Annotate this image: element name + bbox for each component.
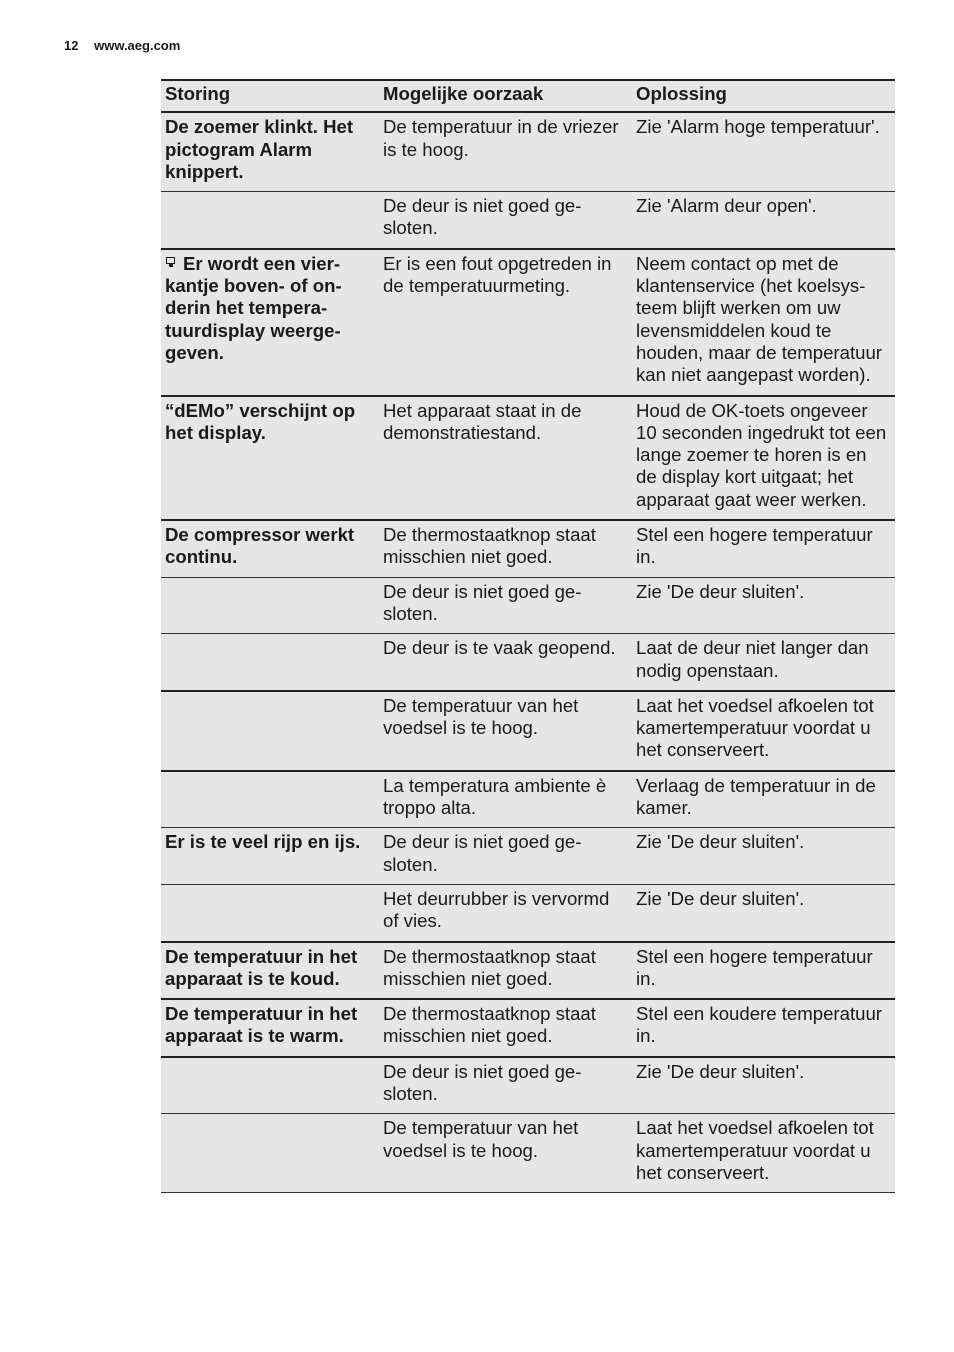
table-row [161,249,895,396]
storing-cell: De compressor werkt continu. [161,520,379,577]
solution-cell: Laat de deur niet langer dan nodig openstaan. [632,634,895,691]
cause-cell: De deur is te vaak geopend. [379,634,632,691]
column-header-solution: Oplossing [632,80,895,112]
storing-cell [161,192,379,249]
cause-cell: De deur is niet goed gesloten. [379,577,632,634]
column-header-storing: Storing [161,80,379,112]
table-row [161,192,895,249]
square-display-icon [165,257,177,267]
table-row [161,884,895,941]
page-header [64,38,180,53]
solution-cell: Zie 'Alarm deur open'. [632,192,895,249]
column-header-cause: Mogelijke oorzaak [379,80,632,112]
solution-cell: Laat het voedsel afkoelen tot kamertemperatuur voordat u het conserveert. [632,691,895,771]
table-row [161,396,895,520]
solution-cell: Stel een koudere temperatuur in. [632,999,895,1057]
storing-cell [161,249,379,396]
table-row [161,520,895,577]
storing-cell: De zoemer klinkt. Het pictogram Alarm knippert. [161,112,379,191]
cause-cell: De temperatuur van het voedsel is te hoog. [379,1114,632,1193]
table-row [161,1057,895,1114]
solution-cell: Houd de OK-toets ongeveer 10 seconden ingedrukt tot een lange zoemer te horen is en de display kort uitgaat; het apparaat gaat weer werken. [632,396,895,520]
cause-cell: De temperatuur van het voedsel is te hoog. [379,691,632,771]
solution-cell: Zie 'De deur sluiten'. [632,828,895,885]
storing-cell: “dEMo” verschijnt op het display. [161,396,379,520]
solution-cell: Zie 'Alarm hoge temperatuur'. [632,112,895,191]
table-row [161,577,895,634]
storing-cell: Er is te veel rijp en ijs. [161,828,379,885]
cause-cell: Er is een fout opgetreden in de temperatuurmeting. [379,249,632,396]
cause-cell: De deur is niet goed gesloten. [379,1057,632,1114]
solution-cell: Verlaag de temperatuur in de kamer. [632,771,895,828]
storing-cell [161,1114,379,1193]
cause-cell: De thermostaatknop staat misschien niet goed. [379,520,632,577]
site-url: www.aeg.com [94,38,181,53]
storing-cell [161,577,379,634]
solution-cell: Stel een hogere temperatuur in. [632,520,895,577]
storing-text: Er wordt een vierkantje boven- of onderin het temperatuurdisplay weergegeven. [165,252,342,363]
cause-cell: Het deurrubber is vervormd of vies. [379,884,632,941]
storing-cell [161,1057,379,1114]
storing-cell: De temperatuur in het apparaat is te warm. [161,999,379,1057]
solution-cell: Stel een hogere temperatuur in. [632,942,895,1000]
solution-cell: Zie 'De deur sluiten'. [632,884,895,941]
table-row [161,771,895,828]
storing-cell [161,691,379,771]
table-row [161,999,895,1057]
table-header-row [161,80,895,112]
cause-cell: De thermostaatknop staat misschien niet goed. [379,942,632,1000]
storing-cell [161,884,379,941]
storing-cell: De temperatuur in het apparaat is te koud. [161,942,379,1000]
table-row [161,634,895,691]
cause-cell: De temperatuur in de vriezer is te hoog. [379,112,632,191]
storing-cell [161,771,379,828]
solution-cell: Zie 'De deur sluiten'. [632,1057,895,1114]
cause-cell: De thermostaatknop staat misschien niet goed. [379,999,632,1057]
cause-cell: La temperatura ambiente è troppo alta. [379,771,632,828]
solution-cell: Neem contact op met de klantenservice (het koelsysteem blijft werken om uw levensmiddelen koud te houden, maar de temperatuur kan niet aangepast worden). [632,249,895,396]
storing-cell [161,634,379,691]
cause-cell: Het apparaat staat in de demonstratiestand. [379,396,632,520]
table-row [161,1114,895,1193]
page-number: 12 [64,38,79,53]
solution-cell: Laat het voedsel afkoelen tot kamertemperatuur voordat u het conserveert. [632,1114,895,1193]
solution-cell: Zie 'De deur sluiten'. [632,577,895,634]
table-row [161,691,895,771]
table-row [161,112,895,191]
table-row [161,942,895,1000]
cause-cell: De deur is niet goed gesloten. [379,828,632,885]
troubleshooting-table [161,79,895,1193]
table-row [161,828,895,885]
cause-cell: De deur is niet goed gesloten. [379,192,632,249]
